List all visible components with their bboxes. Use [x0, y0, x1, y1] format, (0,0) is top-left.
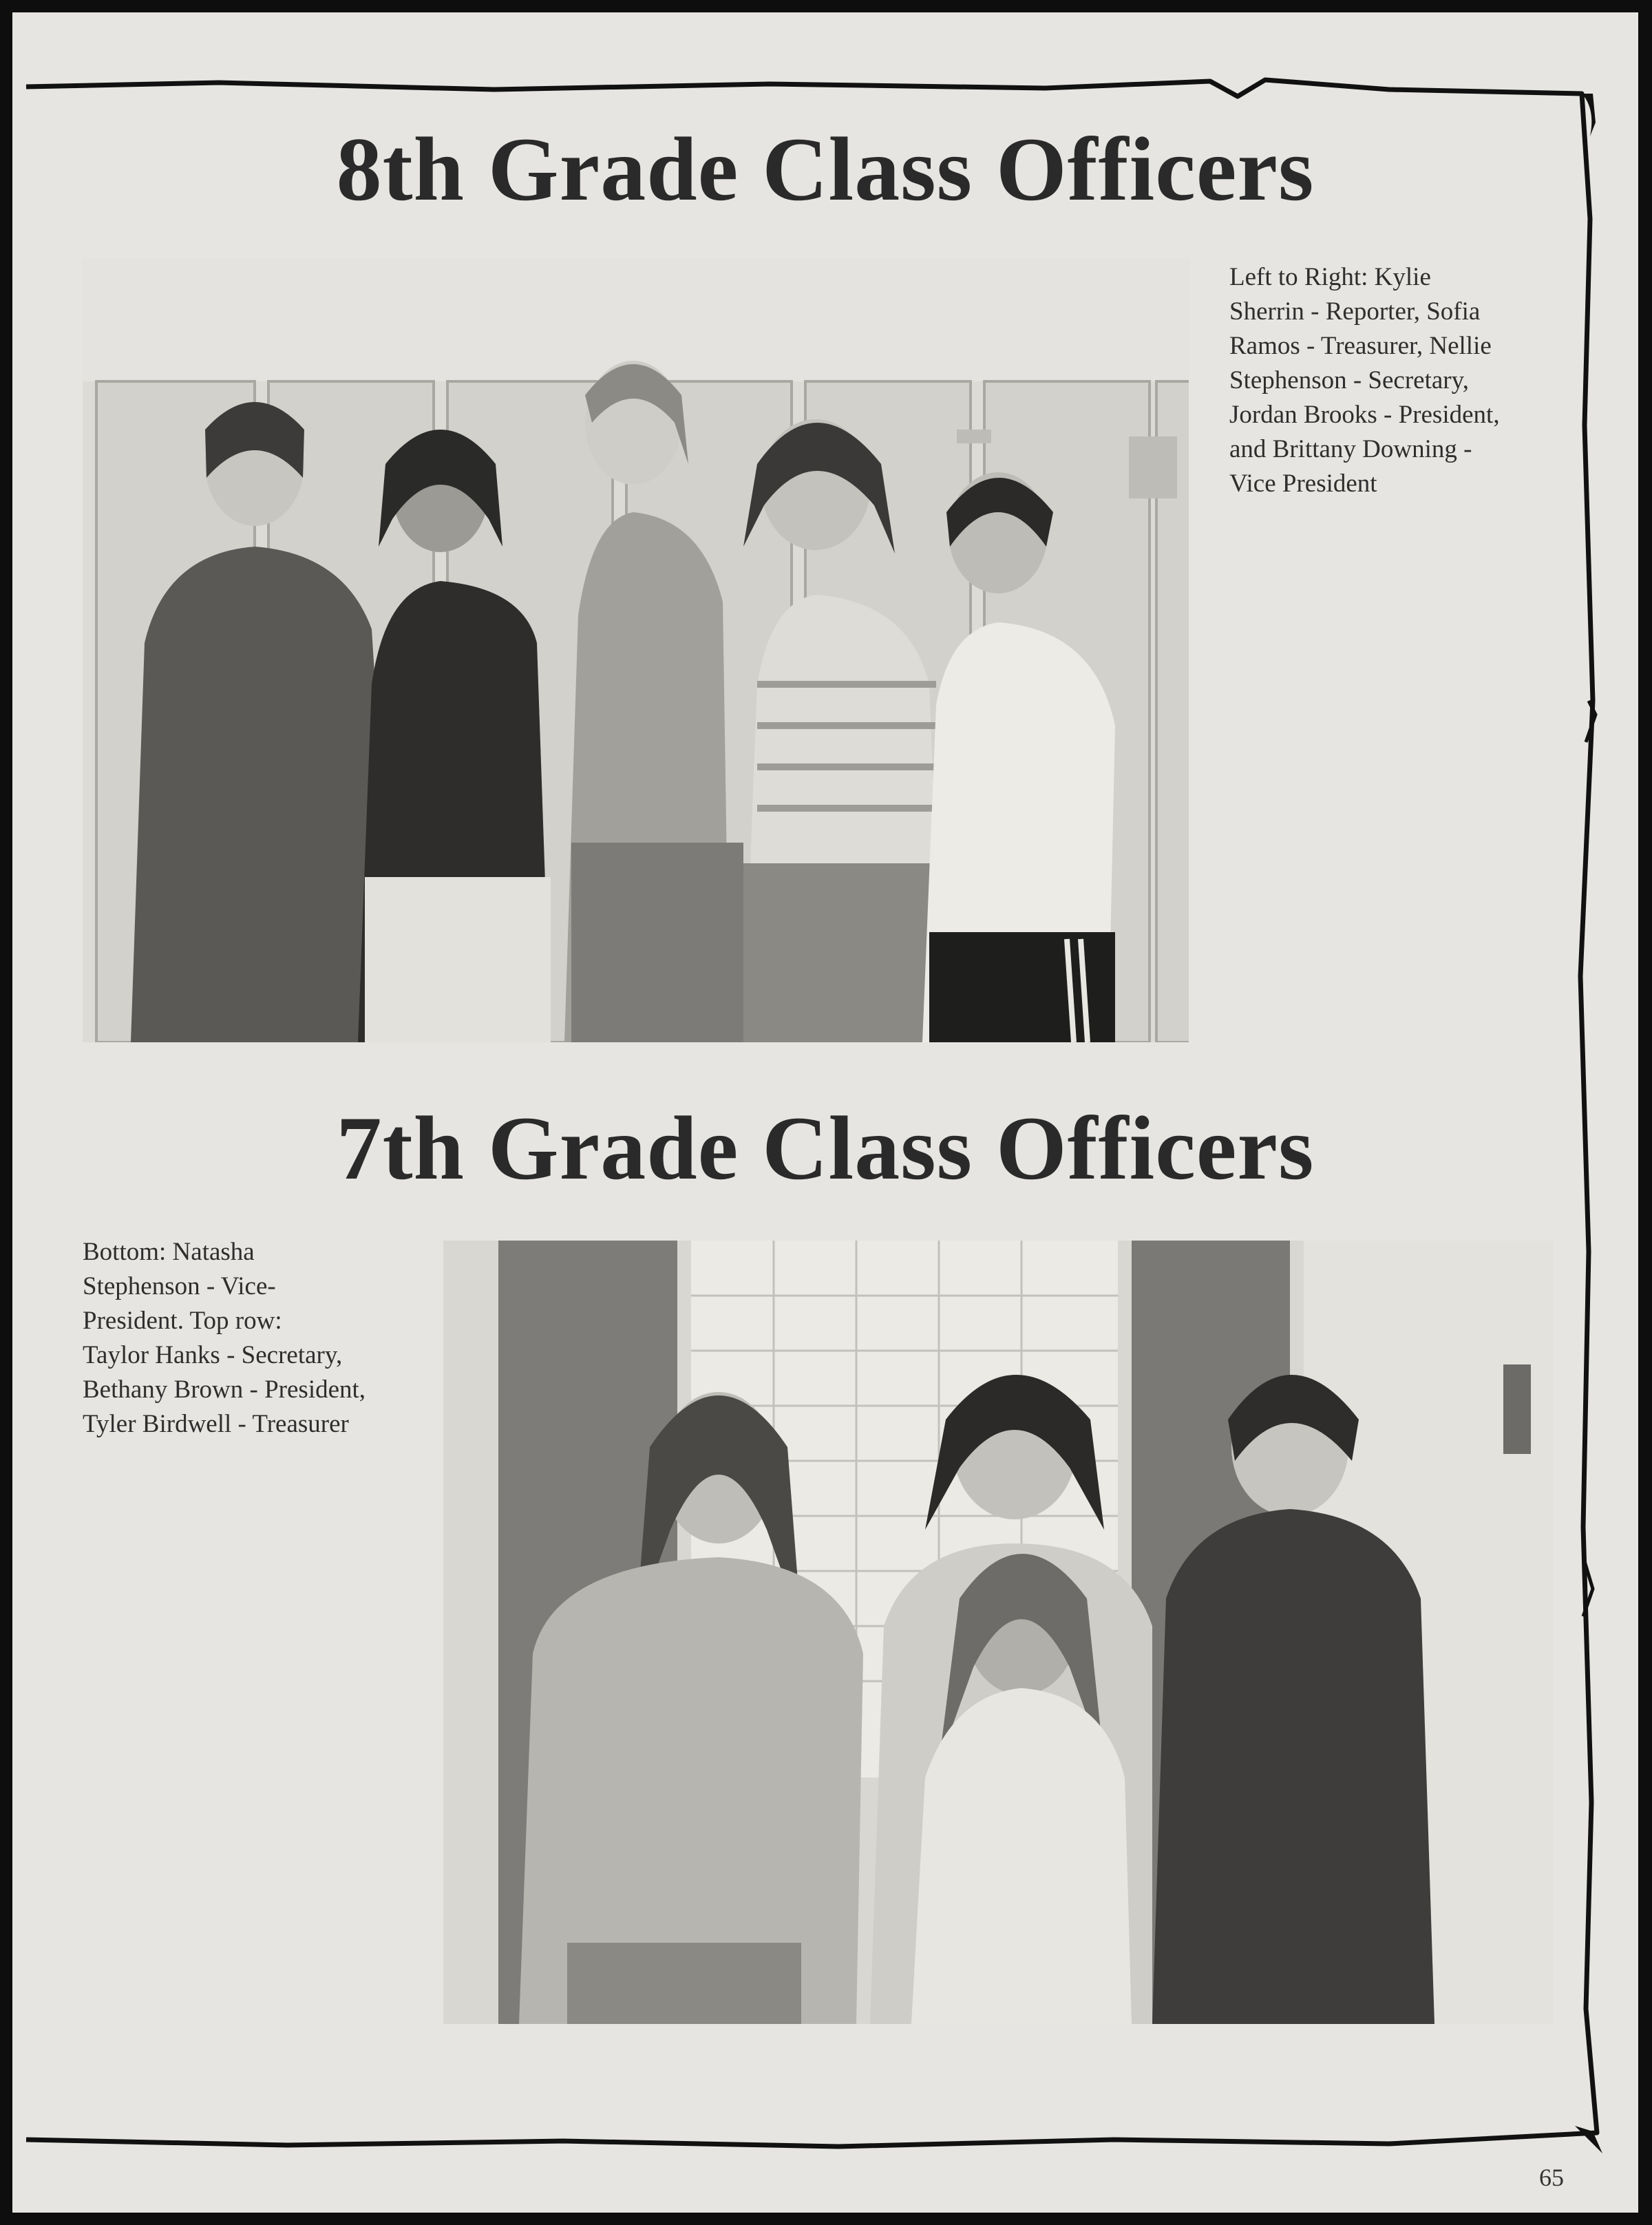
photo-7th-grade-officers: [443, 1241, 1553, 2024]
caption-8th-grade: Left to Right: Kylie Sherrin - Reporter, Sofia Ramos - Treasurer, Nellie Stephenson - Secretary, Jordan Brooks - President, and Brittany Downing - Vice President: [1229, 263, 1500, 498]
caption-7th-grade: Bottom: Natasha Stephenson - Vice- President. Top row: Taylor Hanks - Secretary, Bethany Brown - President, Tyler Birdwell - Treasurer: [83, 1238, 366, 1438]
heading-8th-grade-class-officers: 8th Grade Class Officers: [336, 118, 1315, 220]
yearbook-page: [12, 12, 1638, 2213]
heading-7th-grade-class-officers: 7th Grade Class Officers: [336, 1097, 1315, 1199]
photo-8th-grade-officers: [83, 257, 1189, 1042]
page-number: 65: [1539, 2164, 1564, 2191]
